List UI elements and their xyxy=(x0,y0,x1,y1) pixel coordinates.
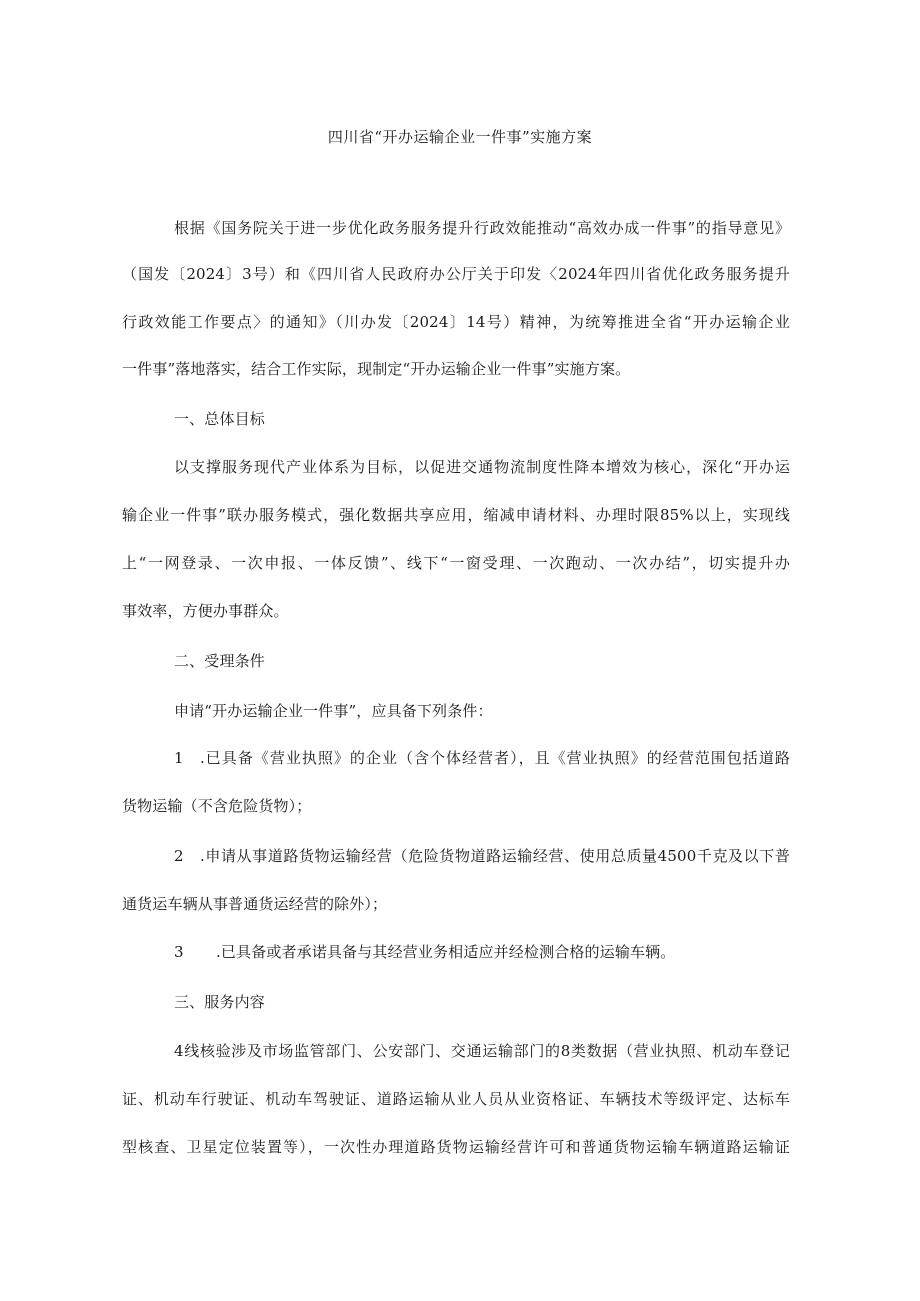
services-line-2: 证、机动车行驶证、机动车驾驶证、道路运输从业人员从业资格证、车辆技术等级评定、达标车 xyxy=(122,1090,790,1108)
conditions-lead: 申请“开办运输企业一件事”，应具备下列条件： xyxy=(174,702,493,720)
condition-1-number: 1 xyxy=(174,749,184,767)
condition-3-number: 3 xyxy=(174,943,184,961)
condition-2-line-2: 通货运车辆从事普通货运经营的除外）； xyxy=(122,895,388,913)
goals-line-4: 事效率，方便办事群众。 xyxy=(122,602,289,620)
goals-line-3: 上“一网登录、一次申报、一体反馈”、线下“一窗受理、一次跑动、一次办结”，切实提升办 xyxy=(122,554,790,572)
intro-line-2: （国发〔2024〕3号）和《四川省人民政府办公厅关于印发〈2024年四川省优化政务服务提升 xyxy=(122,265,790,283)
document-title: 四川省“开办运输企业一件事”实施方案 xyxy=(327,128,593,146)
section-heading-conditions: 二、受理条件 xyxy=(174,652,265,670)
intro-line-4: 一件事”落地落实，结合工作实际，现制定“开办运输企业一件事”实施方案。 xyxy=(122,360,631,378)
condition-2-number: 2 xyxy=(174,847,184,865)
condition-1-line-2: 货物运输（不含危险货物）； xyxy=(122,797,312,815)
services-line-1: 4线核验涉及市场监管部门、公安部门、交通运输部门的8类数据（营业执照、机动车登记 xyxy=(174,1042,790,1060)
goals-line-2: 输企业一件事”联办服务模式，强化数据共享应用，缩减申请材料、办理时限85%以上，实现线 xyxy=(122,506,790,524)
section-heading-services: 三、服务内容 xyxy=(174,993,265,1011)
intro-line-1: 根据《国务院关于进一步优化政务服务提升行政效能推动“高效办成一件事”的指导意见》 xyxy=(174,219,790,237)
section-heading-goals: 一、总体目标 xyxy=(174,410,265,428)
condition-2-line-1: .申请从事道路货物运输经营（危险货物道路运输经营、使用总质量4500千克及以下普 xyxy=(200,847,790,865)
intro-line-3: 行政效能工作要点〉的通知》（川办发〔2024〕14号）精神，为统筹推进全省“开办运输企业 xyxy=(122,313,790,331)
goals-line-1: 以支撑服务现代产业体系为目标，以促进交通物流制度性降本增效为核心，深化“开办运 xyxy=(174,458,790,476)
services-line-3: 型核查、卫星定位装置等），一次性办理道路货物运输经营许可和普通货物运输车辆道路运输证 xyxy=(122,1138,790,1156)
condition-1-line-1: .已具备《营业执照》的企业（含个体经营者），且《营业执照》的经营范围包括道路 xyxy=(200,749,790,767)
condition-3-line-1: .已具备或者承诺具备与其经营业务相适应并经检测合格的运输车辆。 xyxy=(216,943,676,961)
